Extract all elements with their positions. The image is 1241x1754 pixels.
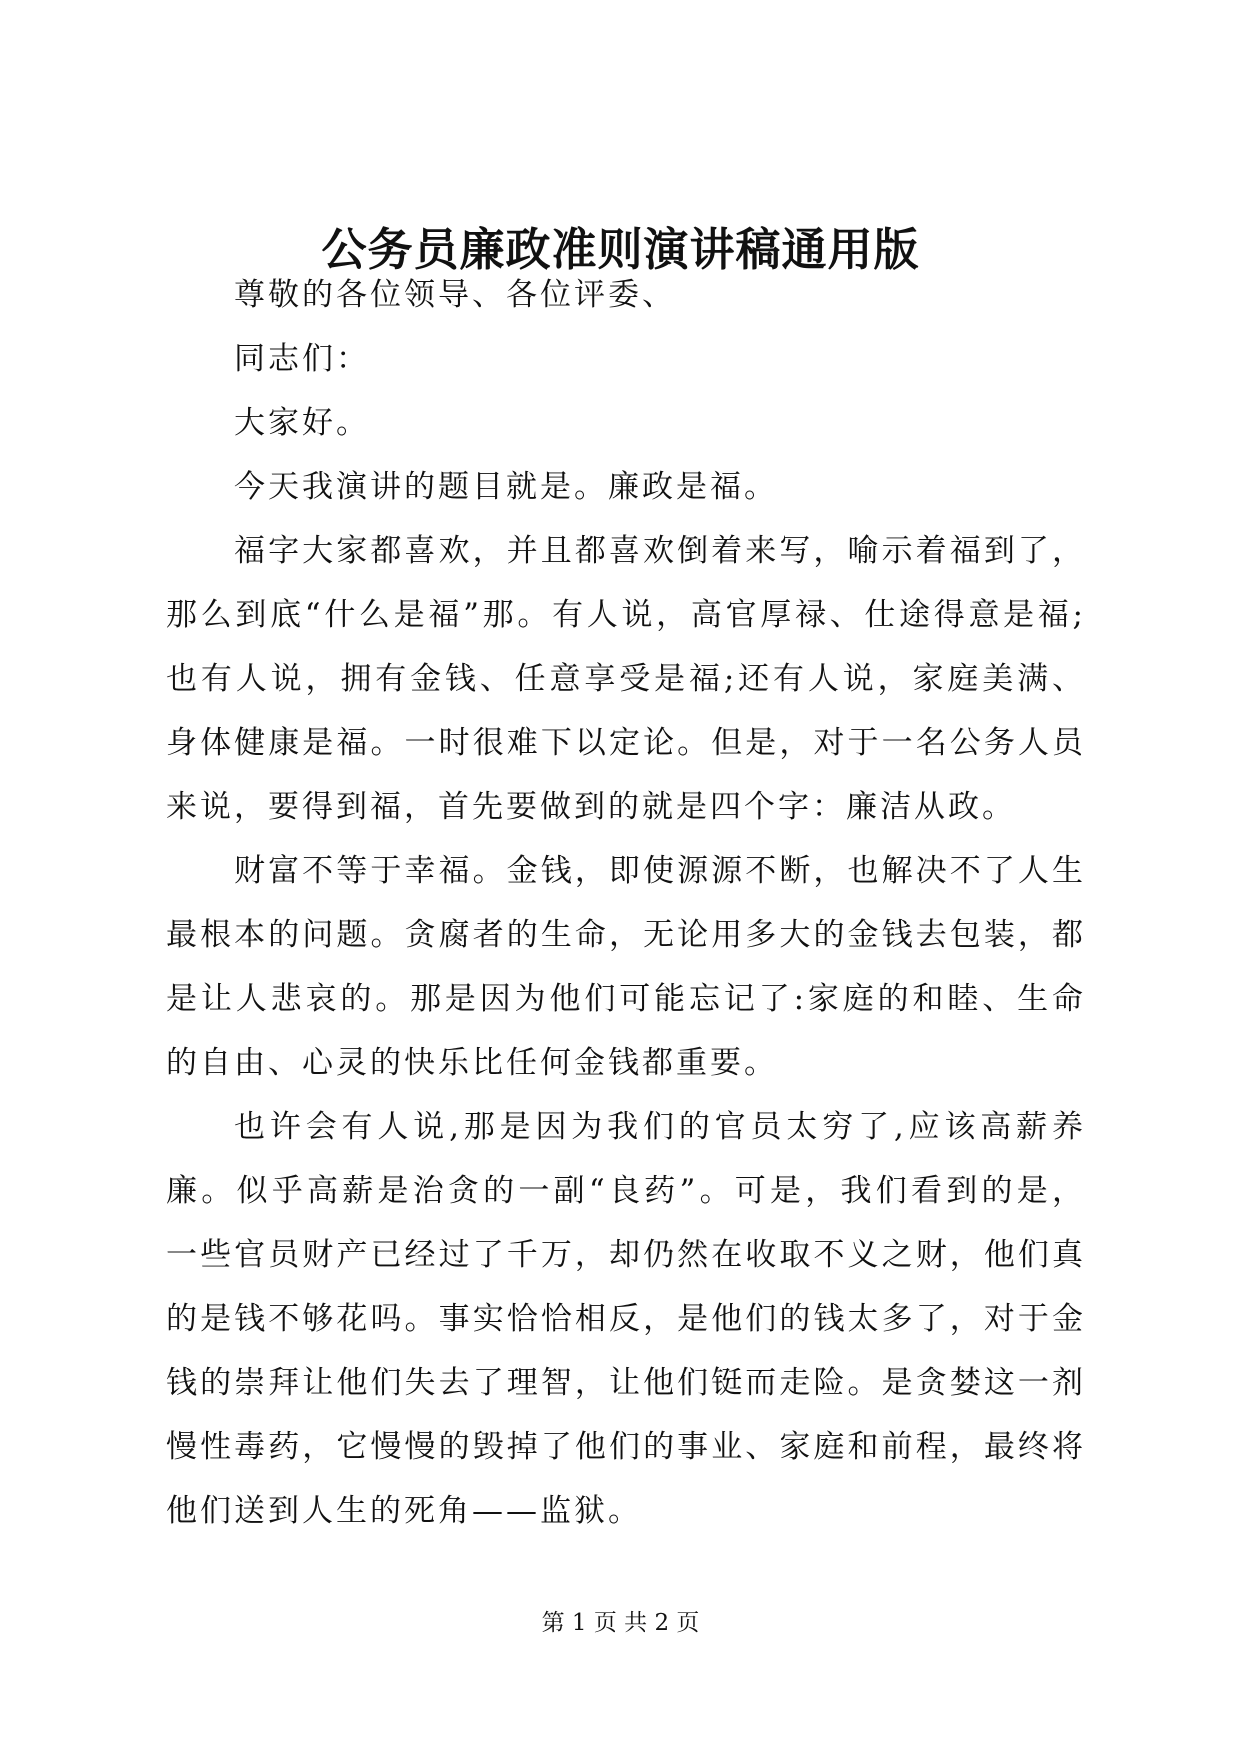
body-paragraph: 也许会有人说,那是因为我们的官员太穷了,应该高薪养廉。似乎高薪是治贪的一副“良药”。可是，我们看到的是，一些官员财产已经过了千万，却仍然在收取不义之财，他们真的是钱不够花吗。事实恰恰相反，是他们的钱太多了，对于金钱的崇拜让他们失去了理智，让他们铤而走险。是贪婪这一剂慢性毒药，它慢慢的毁掉了他们的事业、家庭和前程，最终将他们送到人生的死角——监狱。 <box>166 1109 1086 1529</box>
salutation-line: 同志们： <box>234 341 370 377</box>
topic-line: 今天我演讲的题目就是。廉政是福。 <box>234 469 778 505</box>
salutation-line: 尊敬的各位领导、各位评委、 <box>234 277 676 313</box>
page-footer: 第 1 页 共 2 页 <box>541 1610 700 1636</box>
document-body <box>166 263 1086 1543</box>
greeting-line: 大家好。 <box>234 405 370 441</box>
document-title: 公务员廉政准则演讲稿通用版 <box>321 223 920 276</box>
body-paragraph: 福字大家都喜欢，并且都喜欢倒着来写，喻示着福到了，那么到底“什么是福”那。有人说，高官厚禄、仕途得意是福;也有人说，拥有金钱、任意享受是福;还有人说，家庭美满、身体健康是福。一时很难下以定论。但是，对于一名公务人员来说，要得到福，首先要做到的就是四个字：廉洁从政。 <box>166 533 1086 825</box>
body-paragraph: 财富不等于幸福。金钱，即使源源不断，也解决不了人生最根本的问题。贪腐者的生命，无论用多大的金钱去包装，都是让人悲哀的。那是因为他们可能忘记了:家庭的和睦、生命的自由、心灵的快乐比任何金钱都重要。 <box>166 853 1086 1081</box>
